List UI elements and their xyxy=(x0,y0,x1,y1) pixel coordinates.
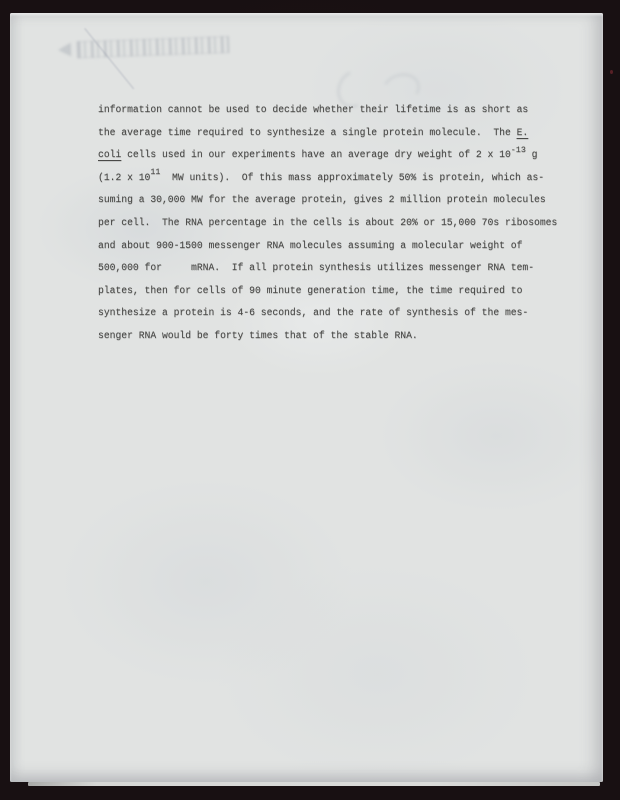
text-line xyxy=(98,122,578,145)
text-segment: MW units). Of this mass approximately 50% is protein, which as- xyxy=(160,171,545,183)
text-line xyxy=(98,325,578,348)
text-line xyxy=(98,212,578,235)
text-segment: senger RNA would be forty times that of the stable RNA. xyxy=(98,329,418,341)
underlined-text: E. xyxy=(516,126,529,138)
text-segment: suming a 30,000 MW for the average protein, gives 2 million protein molecules xyxy=(98,194,546,206)
text-segment: information cannot be used to decide whether their lifetime is as short as xyxy=(98,104,529,115)
red-speck xyxy=(610,70,613,74)
under-sheet-edge xyxy=(28,782,600,786)
text-segment: the average time required to synthesize a single protein molecule. The xyxy=(98,126,517,138)
text-segment: and about 900-1500 messenger RNA molecules assuming a molecular weight of xyxy=(98,239,523,251)
text-line xyxy=(98,189,578,212)
text-segment: (1.2 x 10 xyxy=(98,171,151,183)
text-line xyxy=(98,280,578,303)
text-line xyxy=(98,167,578,190)
text-segment: synthesize a protein is 4-6 seconds, and the rate of synthesis of the mes- xyxy=(98,307,529,319)
text-line xyxy=(98,99,578,122)
bleed-through-stamp xyxy=(58,30,230,64)
document-page xyxy=(10,13,603,782)
text-segment: cells used in our experiments have an average dry weight of 2 x 10 xyxy=(121,149,511,161)
superscript-text: 11 xyxy=(150,167,161,178)
stamp-arrow-shape xyxy=(58,43,71,57)
text-segment: 500,000 for mRNA. If all protein synthesis utilizes messenger RNA tem- xyxy=(98,262,535,274)
superscript-text: -13 xyxy=(510,144,526,155)
text-segment: g xyxy=(525,149,538,161)
text-segment: per cell. The RNA percentage in the cells is about 20% or 15,000 70s ribosomes xyxy=(98,216,558,228)
text-line xyxy=(98,235,578,258)
stamp-lettering-smudge xyxy=(77,36,230,58)
text-segment: plates, then for cells of 90 minute generation time, the time required to xyxy=(98,284,523,296)
underlined-text: coli xyxy=(98,149,122,161)
text-line xyxy=(98,144,578,167)
text-line xyxy=(98,302,578,325)
typewritten-paragraph xyxy=(98,99,578,348)
text-line xyxy=(98,257,578,280)
